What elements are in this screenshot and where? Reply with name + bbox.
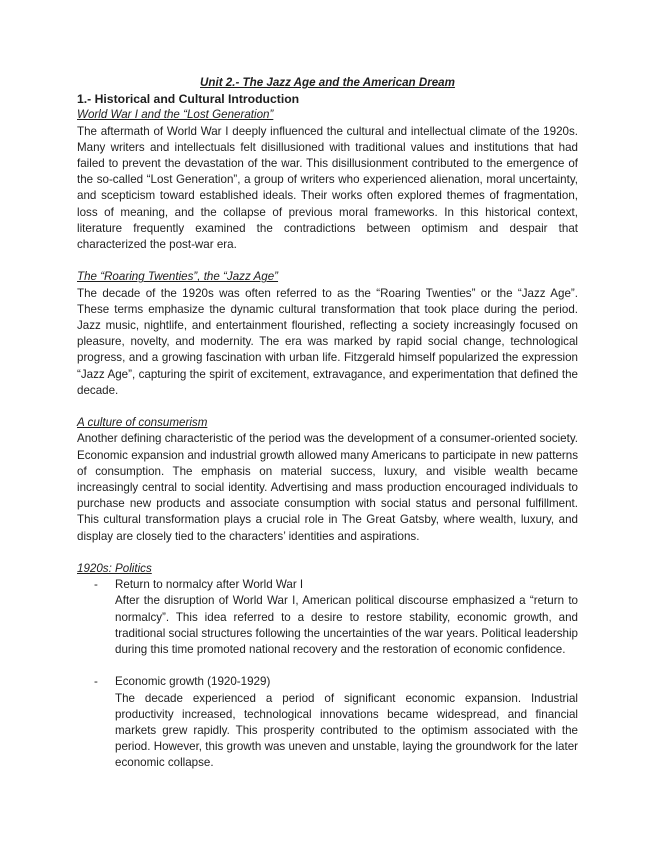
paragraph-spacer (77, 253, 578, 269)
bullet-text-economic-growth: The decade experienced a period of significant economic expansion. Industrial productivity increased, technological innovations became widespread, and financial markets grew rapidly. This prosperity contributed to the optimism associated with the period. However, this growth was uneven and unstable, laying the groundwork for the later economic collapse. (115, 691, 578, 770)
subheading-consumerism: A culture of consumerism (77, 416, 208, 430)
bullet-item-normalcy (77, 577, 578, 658)
bullet-spacer (77, 658, 578, 674)
paragraph-lost-generation: The aftermath of World War I deeply influenced the cultural and intellectual climate of the 1920s. Many writers and intellectuals felt disillusioned with traditional values and institutions that had failed to prevent the devastation of the war. This disillusionment contributed to the emergence of the so-called “Lost Generation”, a group of writers who experienced alienation, moral uncertainty, and scepticism toward established ideals. Their works often explored themes of fragmentation, loss of meaning, and the collapse of previous moral frameworks. In this historical context, literature frequently examined the contradictions between optimism and despair that characterized the post-war era. (77, 124, 578, 252)
politics-bullet-list (77, 577, 578, 771)
subheading-politics: 1920s: Politics (77, 562, 152, 576)
paragraph-spacer (77, 545, 578, 561)
bullet-dash-icon: - (94, 578, 98, 592)
document-title: Unit 2.- The Jazz Age and the American Dream (200, 76, 455, 89)
paragraph-consumerism: Another defining characteristic of the period was the development of a consumer-oriented society. Economic expansion and industrial growth allowed many Americans to participate in new patterns of consumption. The emphasis on material success, luxury, and visible wealth became increasingly central to social identity. Advertising and mass production encouraged individuals to purchase new products and associate consumption with social status and personal fulfillment. This cultural transformation plays a crucial role in The Great Gatsby, where wealth, luxury, and display are closely tied to the characters’ identities and aspirations. (77, 432, 578, 543)
bullet-dash-icon: - (94, 675, 98, 689)
subheading-roaring-twenties: The “Roaring Twenties”, the “Jazz Age” (77, 270, 279, 284)
paragraph-roaring-twenties: The decade of the 1920s was often referred to as the “Roaring Twenties” or the “Jazz Age”. These terms emphasize the dynamic cultural transformation that took place during the period. Jazz music, nightlife, and entertainment flourished, reflecting a society increasingly focused on pleasure, novelty, and modernity. The era was marked by rapid social change, technological progress, and a growing fascination with urban life. Fitzgerald himself popularized the expression “Jazz Age”, capturing the spirit of excitement, extravagance, and experimentation that defined the decade. (77, 286, 578, 397)
subheading-lost-generation: World War I and the “Lost Generation” (77, 108, 274, 122)
bullet-item-economic-growth (77, 674, 578, 771)
bullet-text-normalcy: After the disruption of World War I, American political discourse emphasized a “return to normalcy”. This idea referred to a desire to restore stability, economic growth, and traditional social structures following the uncertainties of the war years. Political leadership during this time promoted national recovery and the restoration of economic confidence. (115, 594, 578, 657)
bullet-label-economic-growth: Economic growth (1920-1929) (115, 675, 271, 689)
bullet-label-normalcy: Return to normalcy after World War I (115, 578, 304, 592)
section-heading: 1.- Historical and Cultural Introduction (77, 92, 300, 107)
document-page (77, 75, 578, 772)
paragraph-spacer (77, 399, 578, 415)
